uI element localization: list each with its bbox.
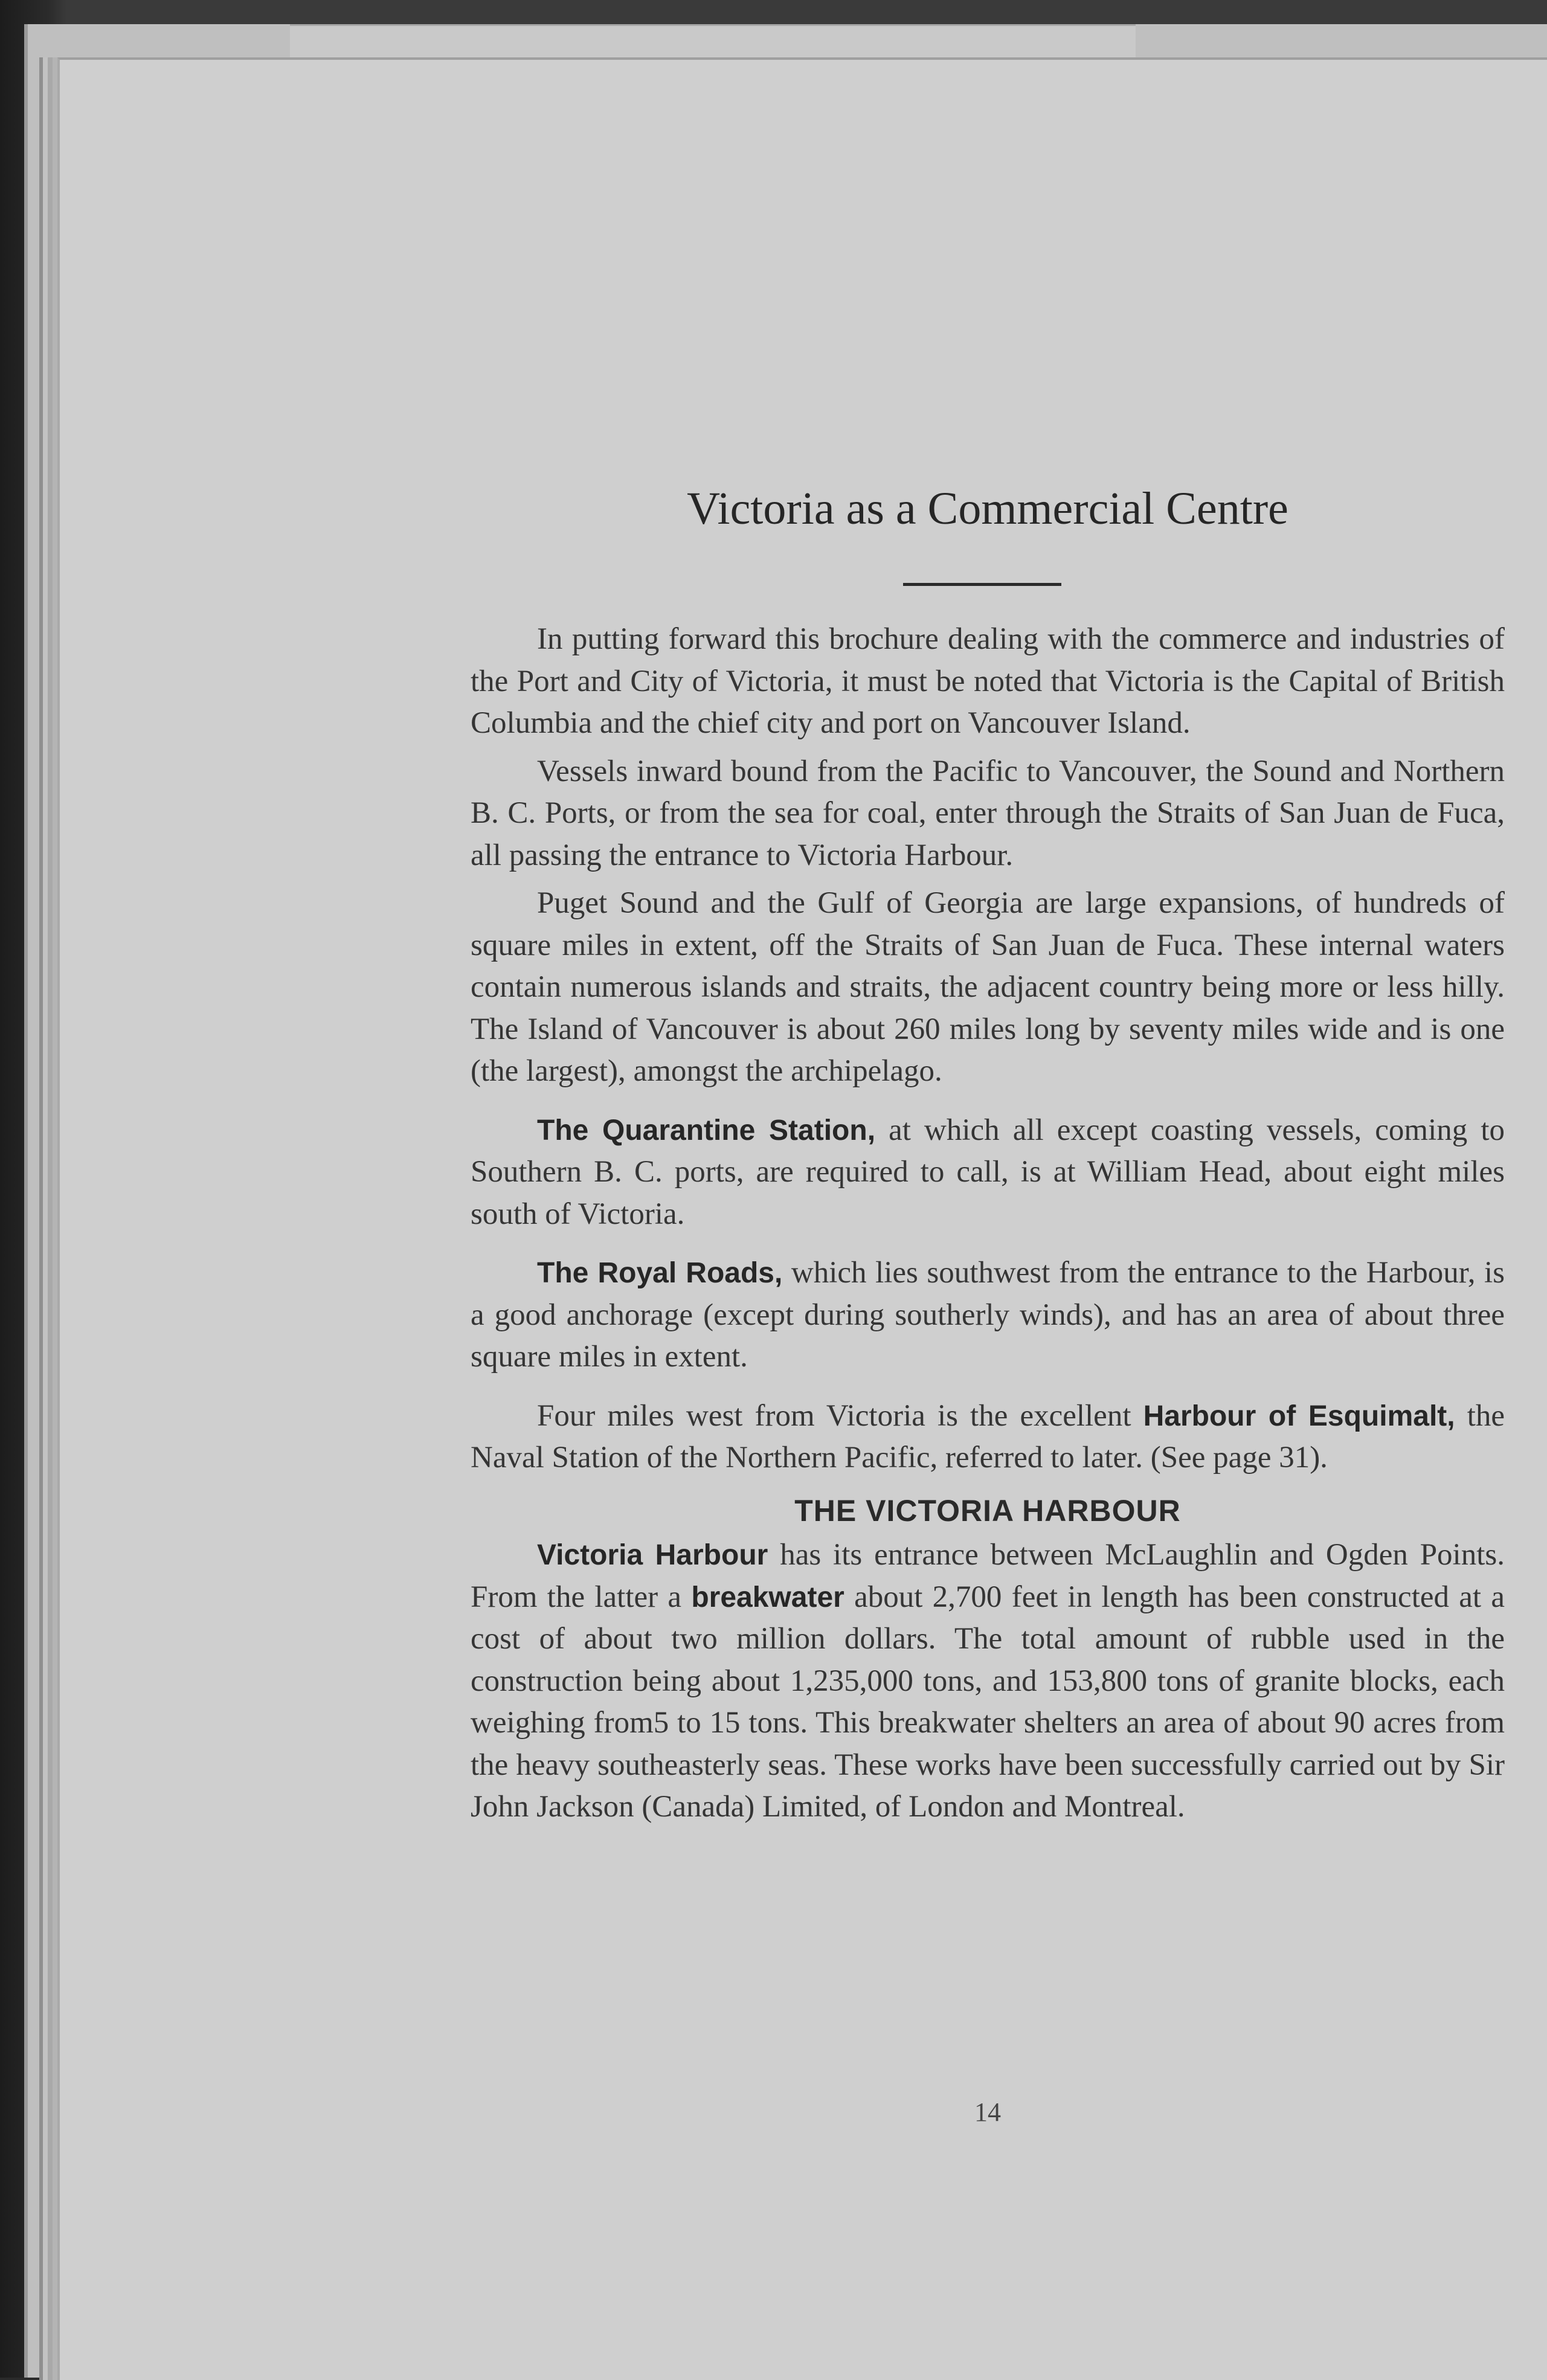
victoria-harbour-label: Victoria Harbour (537, 1539, 768, 1571)
paragraph-intro: In putting forward this brochure dealing with the commerce and industries of the Port and City of Victoria, it must be noted that Victoria is the Capital of British Columbia and the chief city and port on Vancouver Island. (471, 622, 1505, 740)
page-edge (290, 24, 1136, 62)
paragraph-puget-sound: Puget Sound and the Gulf of Georgia are large expansions, of hundreds of square miles in extent, off the Straits of San Juan de Fuca. These internal waters contain numerous islands and straits, the adjacent country being more or less hilly. The Island of Vancouver is about 260 miles long by seventy miles wide and is one (the largest), amongst the archipelago. (471, 886, 1505, 1088)
document-page (57, 57, 1547, 2380)
esquimalt-label: Harbour of Esquimalt, (1143, 1400, 1455, 1432)
paragraph-esquimalt (471, 1395, 1505, 1479)
page-number: 14 (974, 2097, 1001, 2127)
esquimalt-text-b: the Naval Station of the Northern Pacific, referred to later. (See page 31). (471, 1398, 1505, 1475)
paragraph-quarantine-station (471, 1110, 1505, 1236)
royal-roads-text: which lies southwest from the entrance to the Harbour, is a good anchorage (except during southerly winds), and has an area of about three square miles in extent. (471, 1256, 1505, 1374)
title-rule (903, 583, 1061, 586)
royal-roads-label: The Royal Roads, (537, 1257, 783, 1289)
quarantine-station-label: The Quarantine Station, (537, 1114, 876, 1147)
victoria-harbour-text-a: has its entrance between McLaughlin and Ogden Points. From the latter a (471, 1538, 1505, 1614)
paragraph-vessels: Vessels inward bound from the Pacific to Vancouver, the Sound and Northern B. C. Ports, or from the sea for coal, enter through the Straits of San Juan de Fuca, all passing the entrance to Victoria Harbour. (471, 754, 1505, 872)
page-title: Victoria as a Commercial Centre (687, 483, 1288, 534)
victoria-harbour-text-b: about 2,700 feet in length has been constructed at a cost of about two million dollars. The total amount of rubble used in the construction being about 1,235,000 tons, and 153,800 tons of granite blocks, each weighing from5 to 15 tons. This breakwater shelters an area of about 90 acres from the heavy southeasterly seas. These works have been successfully carried out by Sir John Jackson (Canada) Limited, of London and Montreal. (471, 1580, 1505, 1824)
paragraph-victoria-harbour (471, 1534, 1505, 1828)
quarantine-station-text: at which all except coasting vessels, coming to Southern B. C. ports, are required to call, is at William Head, about eight miles south of Victoria. (471, 1113, 1505, 1231)
breakwater-label: breakwater (691, 1581, 844, 1613)
paragraph-royal-roads (471, 1252, 1505, 1378)
body-text (471, 619, 1505, 1835)
esquimalt-text-a: Four miles west from Victoria is the excellent (537, 1398, 1143, 1433)
section-heading: THE VICTORIA HARBOUR (794, 1493, 1181, 1528)
